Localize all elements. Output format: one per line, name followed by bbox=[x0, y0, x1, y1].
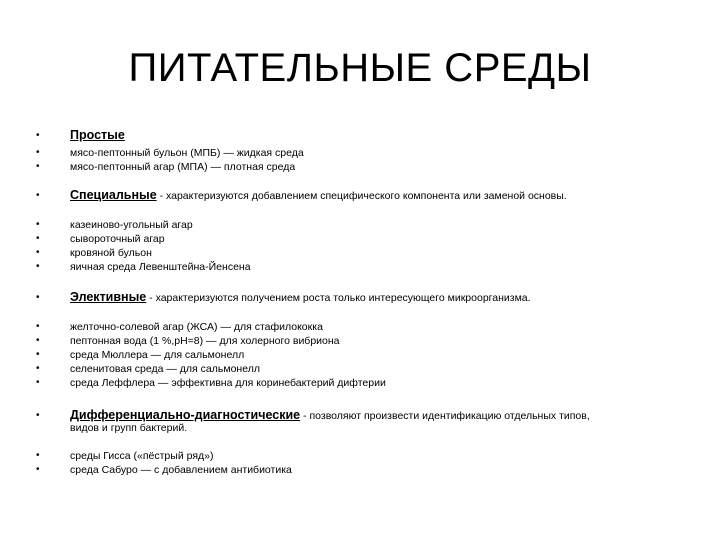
bullet: • bbox=[36, 450, 40, 461]
bullet: • bbox=[36, 464, 40, 475]
section-heading-simple: Простые bbox=[70, 128, 125, 142]
bullet: • bbox=[36, 321, 40, 332]
list-item-text: казеиново-угольный агар bbox=[70, 219, 193, 231]
bullet: • bbox=[36, 349, 40, 360]
bullet: • bbox=[36, 410, 40, 421]
section-description-special: - характеризуются добавлением специфического компонента или заменой основы. bbox=[156, 190, 567, 202]
slide-title: ПИТАТЕЛЬНЫЕ СРЕДЫ bbox=[128, 46, 592, 90]
bullet: • bbox=[36, 292, 40, 303]
list-item-text: желточно-солевой агар (ЖСА) — для стафилококка bbox=[70, 321, 323, 333]
list-item-text: среда Мюллера — для сальмонелл bbox=[70, 349, 245, 361]
bullet: • bbox=[36, 190, 40, 201]
list-item-text: яичная среда Левенштейна-Йенсена bbox=[70, 261, 251, 273]
list-item-text: сывороточный агар bbox=[70, 233, 165, 245]
list-item-text: мясо-пептонный агар (МПА) — плотная среда bbox=[70, 161, 296, 173]
list-item-text: кровяной бульон bbox=[70, 247, 152, 259]
bullet: • bbox=[36, 261, 40, 272]
section-heading-elective: Элективные bbox=[70, 290, 147, 304]
bullet: • bbox=[36, 377, 40, 388]
bullet: • bbox=[36, 147, 40, 158]
list-item-text: среды Гисса («пёстрый ряд») bbox=[70, 450, 214, 462]
list-item-text: мясо-пептонный бульон (МПБ) — жидкая среда bbox=[70, 147, 304, 159]
bullet: • bbox=[36, 247, 40, 258]
list-item-text: среда Сабуро — с добавлением антибиотика bbox=[70, 464, 292, 476]
list-item-text: пептонная вода (1 %,pH=8) — для холерного вибриона bbox=[70, 335, 340, 347]
bullet: • bbox=[36, 219, 40, 230]
section-heading-differential: Дифференциально-диагностические bbox=[70, 408, 301, 422]
section-description-differential-cont: видов и групп бактерий. bbox=[70, 422, 188, 434]
bullet: • bbox=[36, 233, 40, 244]
section-description-differential: - позволяют произвести идентификацию отдельных типов, bbox=[300, 410, 590, 422]
section-heading-special: Специальные bbox=[70, 188, 157, 202]
bullet: • bbox=[36, 161, 40, 172]
bullet: • bbox=[36, 130, 40, 141]
bullet: • bbox=[36, 335, 40, 346]
list-item-text: селенитовая среда — для сальмонелл bbox=[70, 363, 260, 375]
list-item-text: среда Леффлера — эффективна для коринебактерий дифтерии bbox=[70, 377, 386, 389]
section-description-elective: - характеризуются получением роста только интересующего микроорганизма. bbox=[146, 292, 531, 304]
bullet: • bbox=[36, 363, 40, 374]
